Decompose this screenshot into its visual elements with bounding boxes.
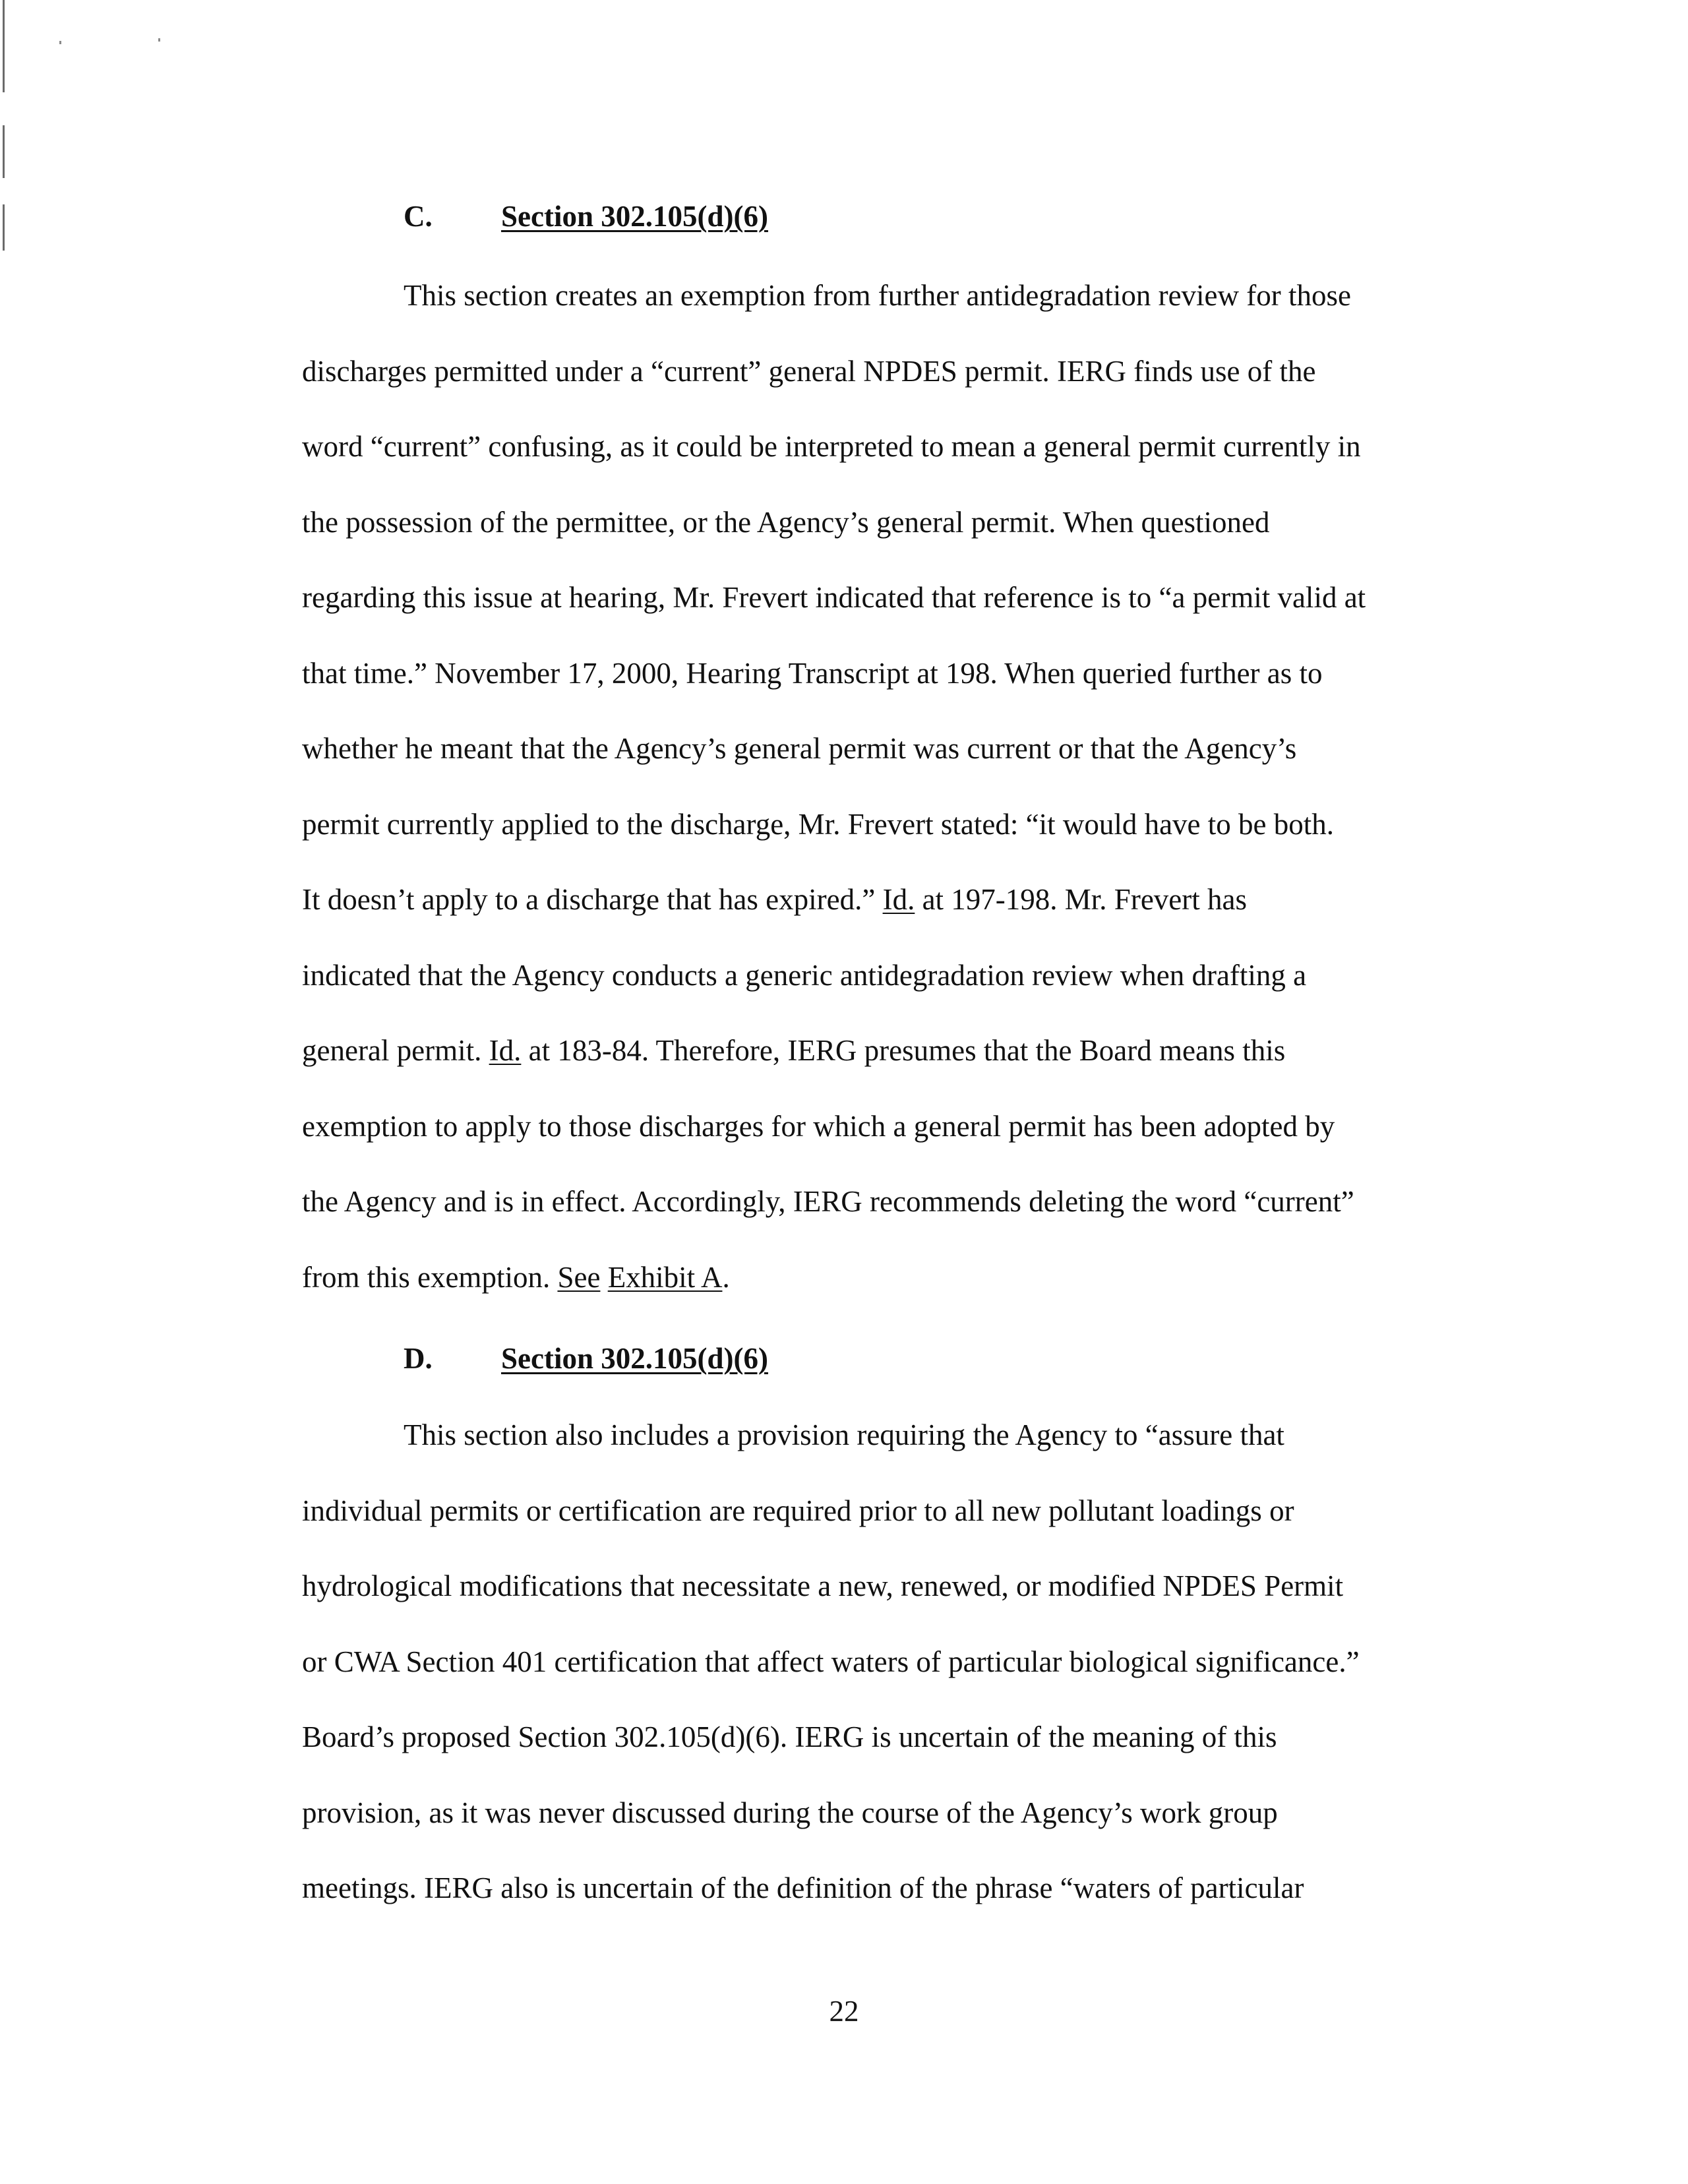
citation-id: Id. xyxy=(489,1034,522,1067)
line-text: general permit. xyxy=(302,1034,489,1067)
exhibit-reference: Exhibit A xyxy=(607,1260,723,1294)
section-c-heading xyxy=(404,197,768,236)
paragraph-line: Board’s proposed Section 302.105(d)(6). IERG is uncertain of the meaning of this xyxy=(302,1720,1277,1753)
scan-speck xyxy=(59,41,61,44)
line-text: at 183-84. Therefore, IERG presumes that the Board means this xyxy=(521,1034,1286,1067)
section-c-paragraph xyxy=(302,258,1522,1315)
section-d-paragraph xyxy=(302,1397,1522,1926)
scan-edge-mark xyxy=(3,204,5,251)
paragraph-line: exemption to apply to those discharges for which a general permit has been adopted by xyxy=(302,1109,1335,1143)
line-text: It doesn’t apply to a discharge that has expired.” xyxy=(302,883,883,916)
section-d-heading xyxy=(404,1339,768,1378)
line-text: at 197-198. Mr. Frevert has xyxy=(915,883,1247,916)
scan-speck xyxy=(158,38,160,42)
section-d-letter: D. xyxy=(404,1342,433,1375)
scan-edge-mark xyxy=(3,125,5,178)
paragraph-line: provision, as it was never discussed during the course of the Agency’s work group xyxy=(302,1796,1278,1829)
line-text: from this exemption. xyxy=(302,1260,558,1294)
paragraph-line: This section also includes a provision requiring the Agency to “assure that xyxy=(404,1418,1284,1451)
page-number: 22 xyxy=(829,1995,859,2028)
paragraph-line: This section creates an exemption from further antidegradation review for those xyxy=(404,279,1351,312)
paragraph-line: hydrological modifications that necessitate a new, renewed, or modified NPDES Permit xyxy=(302,1569,1344,1602)
paragraph-line: the Agency and is in effect. Accordingly, IERG recommends deleting the word “current” xyxy=(302,1185,1354,1218)
citation-see: See xyxy=(557,1260,601,1294)
paragraph-line: word “current” confusing, as it could be interpreted to mean a general permit currently in xyxy=(302,430,1361,463)
citation-id: Id. xyxy=(882,883,915,916)
paragraph-line: that time.” November 17, 2000, Hearing Transcript at 198. When queried further as to xyxy=(302,656,1323,690)
paragraph-line xyxy=(302,1013,1522,1089)
paragraph-line: individual permits or certification are required prior to all new pollutant loadings or xyxy=(302,1494,1294,1527)
paragraph-line xyxy=(302,862,1522,938)
paragraph-line: meetings. IERG also is uncertain of the definition of the phrase “waters of particular xyxy=(302,1871,1304,1904)
paragraph-line: discharges permitted under a “current” general NPDES permit. IERG finds use of the xyxy=(302,354,1316,388)
paragraph-line: permit currently applied to the discharge, Mr. Frevert stated: “it would have to be both. xyxy=(302,807,1335,841)
line-text xyxy=(600,1261,607,1294)
paragraph-line: regarding this issue at hearing, Mr. Frevert indicated that reference is to “a permit valid at xyxy=(302,581,1366,614)
paragraph-line: the possession of the permittee, or the Agency’s general permit. When questioned xyxy=(302,505,1270,539)
section-d-title: Section 302.105(d)(6) xyxy=(501,1342,768,1375)
section-c-title: Section 302.105(d)(6) xyxy=(501,200,768,233)
paragraph-line: whether he meant that the Agency’s general permit was current or that the Agency’s xyxy=(302,732,1297,765)
section-c-letter: C. xyxy=(404,200,433,233)
paragraph-line: indicated that the Agency conducts a generic antidegradation review when drafting a xyxy=(302,958,1307,992)
scan-edge-mark xyxy=(3,0,5,92)
paragraph-line xyxy=(302,1240,1522,1316)
paragraph-line: or CWA Section 401 certification that affect waters of particular biological significance.” xyxy=(302,1645,1360,1678)
line-text: . xyxy=(722,1260,730,1294)
